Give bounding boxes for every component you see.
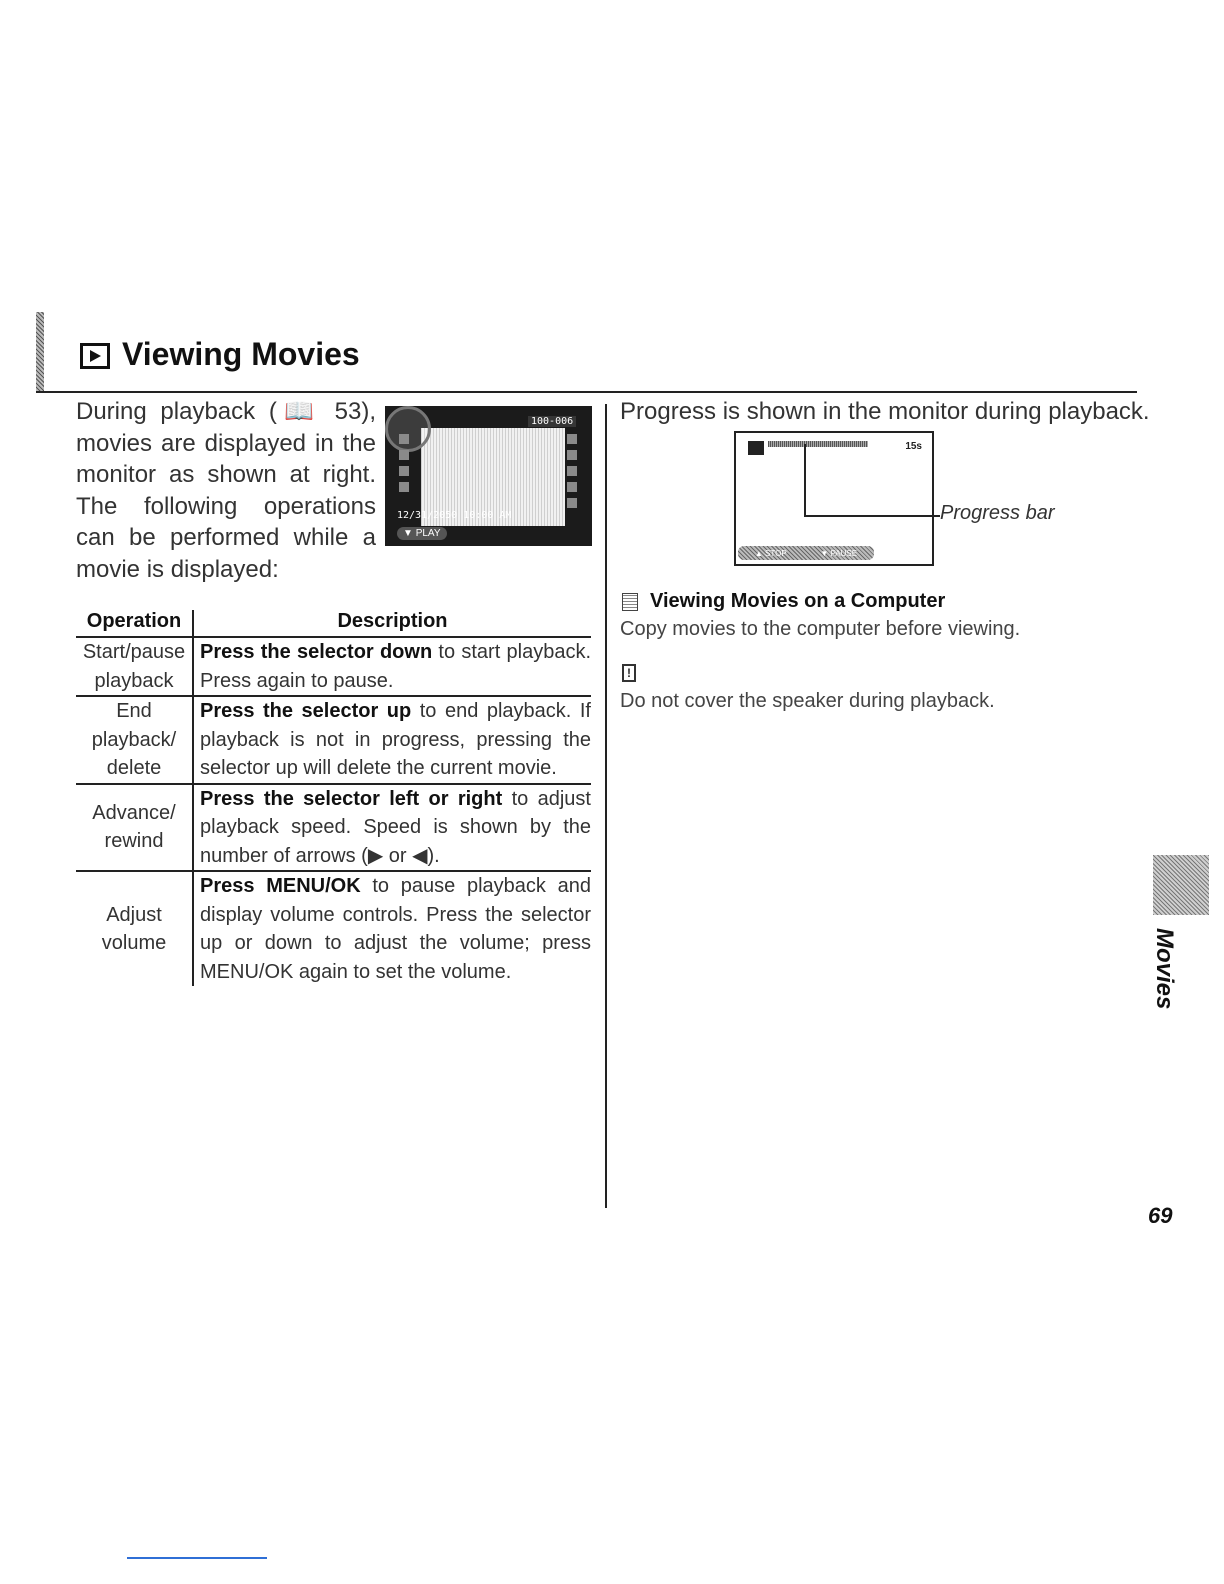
description-cell: Press MENU/OK to pause playback and display volume controls. Press the selector up or down to adjust the volume; press MENU/OK again to set the volume.: [200, 875, 591, 983]
operation-cell: Start/pause playback: [76, 638, 194, 695]
note-title: Viewing Movies on a Computer: [650, 590, 946, 612]
description-cell: Press the selector left or right to adjust playback speed. Speed is shown by the number of arrows (▶ or ◀).: [200, 787, 591, 867]
column-divider: [605, 404, 607, 1208]
elapsed-time: 15s: [905, 441, 922, 452]
caution-icon: !: [622, 664, 636, 682]
lcd-screenshot: [385, 406, 592, 546]
progress-monitor: [734, 431, 934, 566]
section-marker: [36, 312, 44, 392]
caution-body: Do not cover the speaker during playback.: [620, 690, 995, 712]
operation-cell: Advance/ rewind: [76, 785, 194, 871]
progress-bar: [768, 441, 868, 447]
leader-line: [804, 444, 806, 516]
table-header: [76, 606, 591, 638]
header-description: Description: [337, 610, 448, 632]
table-row: [76, 785, 591, 873]
title-rule: [36, 391, 1137, 393]
play-indicator: ▼ PLAY: [397, 527, 447, 540]
page-number: 69: [1148, 1203, 1173, 1228]
intro-text: During playback (📖 53), movies are displayed in the monitor as shown at right. The following operations can be performed while a movie is displayed:: [76, 398, 376, 583]
table-row: [76, 638, 591, 697]
control-guide: [738, 546, 874, 560]
right-icon-column: [567, 434, 577, 514]
side-tab: [1153, 855, 1209, 915]
table-row: [76, 872, 591, 986]
header-operation: Operation: [76, 610, 194, 636]
stop-label: ▲ STOP: [754, 548, 787, 558]
note-body: Copy movies to the computer before viewing.: [620, 618, 1021, 640]
frame-number: 100-006: [528, 416, 576, 427]
operation-cell: Adjust volume: [76, 872, 194, 986]
table-row: [76, 697, 591, 785]
play-icon: [748, 441, 764, 455]
description-cell: Press the selector down to start playback. Press again to pause.: [200, 641, 591, 692]
leader-line: [804, 515, 940, 517]
note-icon: [622, 593, 638, 611]
pause-label: ▼ PAUSE: [820, 548, 858, 558]
playback-icon: [80, 343, 110, 369]
side-tab-label: Movies: [1151, 928, 1178, 1010]
operations-table: [76, 606, 591, 986]
left-icon-column: [399, 434, 409, 498]
operation-cell: End playback/ delete: [76, 697, 194, 783]
description-cell: Press the selector up to end playback. If playback is not in progress, pressing the selector up will delete the current movie.: [200, 700, 591, 779]
progress-text: Progress is shown in the monitor during playback.: [620, 398, 1150, 425]
page-title: Viewing Movies: [122, 336, 360, 372]
footer-line: [127, 1557, 267, 1559]
date-stamp: 12/31/2050 10:00 AM: [397, 510, 512, 521]
progress-bar-label: Progress bar: [940, 502, 1055, 524]
